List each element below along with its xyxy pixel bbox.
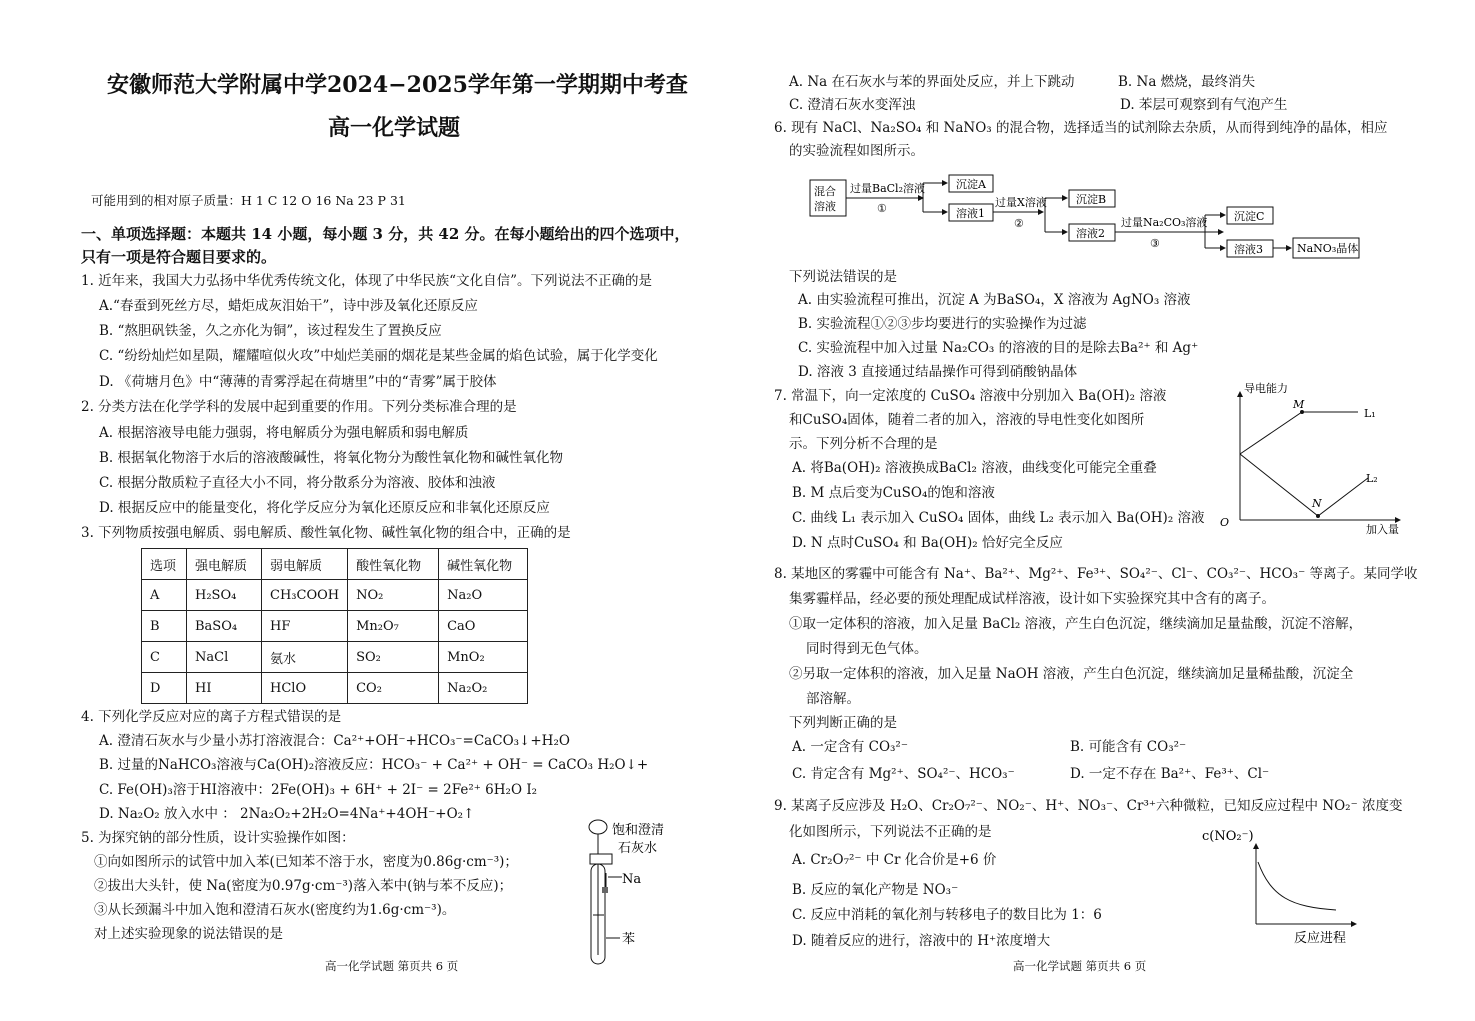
q5-question: 对上述实验现象的说法错误的是 [94,926,283,942]
table-cell: B [142,611,187,642]
q9-option-a: A. Cr₂O₇²⁻ 中 Cr 化合价是+6 价 [792,852,997,868]
table-header-row [142,549,528,580]
table-row [142,611,528,642]
q9-option-b: B. 反应的氧化产物是 NO₃⁻ [792,882,959,898]
table-cell: H₂SO₄ [187,580,262,611]
q1-option-a: A.“春蚕到死丝方尽，蜡炬成灰泪始干”，诗中涉及氧化还原反应 [99,298,478,314]
table-cell: HF [262,611,348,642]
arrow-1-label: 过量BaCl₂溶液 [850,182,925,195]
q8-stem: 8. 某地区的雾霾中可能含有 Na⁺、Ba²⁺、Mg²⁺、Fe³⁺、SO₄²⁻、Cl⁻、CO₃²⁻、HCO₃⁻ 等离子。某同学收 [774,566,1418,582]
q9-stem: 9. 某离子反应涉及 H₂O、Cr₂O₇²⁻、NO₂⁻、H⁺、NO₃⁻、Cr³⁺六种微粒，已知反应过程中 NO₂⁻ 浓度变 [774,798,1403,814]
q1-stem: 1. 近年来，我国大力弘扬中华优秀传统文化，体现了中华民族“文化自信”。下列说法不正确的是 [81,273,652,289]
q8-option-d: D. 一定不存在 Ba²⁺、Fe³⁺、Cl⁻ [1070,766,1270,782]
q5-option-d: D. 苯层可观察到有气泡产生 [1120,97,1288,113]
box-pA-label: 沉淀A [956,178,986,191]
q8-stem-2: 集雾霾样品，经必要的预处理配成试样溶液，设计如下实验探究其中含有的离子。 [789,591,1275,607]
q9-concentration-graph [1196,822,1366,950]
q5-step-1: ①向如图所示的试管中加入苯(已知苯不溶于水，密度为0.86g·cm⁻³)； [94,854,518,870]
q8-option-c: C. 肯定含有 Mg²⁺、SO₄²⁻、HCO₃⁻ [792,766,1015,782]
table-cell: HClO [262,673,348,704]
q8-step-2-cont: 部溶解。 [806,691,860,707]
q8-question: 下列判断正确的是 [789,715,897,731]
table-header: 弱电解质 [262,549,348,580]
atomic-mass-note: 可能用到的相对原子质量：H 1 C 12 O 16 Na 23 P 31 [91,193,406,208]
step-2-label: ② [1014,217,1024,230]
q8-step-1: ①取一定体积的溶液，加入足量 BaCl₂ 溶液，产生白色沉淀，继续滴加足量盐酸，沉淀不溶解， [789,616,1363,632]
q1-option-c: C. “纷纷灿烂如星陨，耀耀喧似火攻”中灿烂美丽的烟花是某些金属的焰色试验，属于化学变化 [99,348,658,364]
exam-subtitle: 高一化学试题 [328,115,461,141]
table-cell: Na₂O [439,580,528,611]
q9-option-c: C. 反应中消耗的氧化剂与转移电子的数目比为 1：6 [792,907,1102,923]
q6-flow-diagram [805,170,1365,262]
origin-label: O [1220,516,1230,529]
q1-option-d: D. 《荷塘月色》中“薄薄的青雾浮起在荷塘里”中的“青雾”属于胶体 [99,374,497,390]
box-sol1-label: 溶液1 [956,207,985,220]
table-row [142,580,528,611]
q9-option-d: D. 随着反应的进行，溶液中的 H⁺浓度增大 [792,933,1051,949]
table-cell: Na₂O₂ [439,673,528,704]
box-pC-label: 沉淀C [1234,210,1265,223]
box-sol2-label: 溶液2 [1076,227,1105,240]
table-cell: NaCl [187,642,262,673]
x-axis-label: 反应进程 [1294,931,1347,946]
table-cell: CH₃COOH [262,580,348,611]
table-cell: NO₂ [348,580,439,611]
q8-option-a: A. 一定含有 CO₃²⁻ [792,739,908,755]
tube-label-2: 石灰水 [618,841,658,856]
table-header: 强电解质 [187,549,262,580]
q2-option-a: A. 根据溶液导电能力强弱，将电解质分为强电解质和弱电解质 [99,425,469,441]
q4-option-d: D. Na₂O₂ 放入水中 ： 2Na₂O₂+2H₂O=4Na⁺+4OH⁻+O₂↑ [99,806,475,822]
sodium-piece [602,887,608,893]
q6-stem: 6. 现有 NaCl、Na₂SO₄ 和 NaNO₃ 的混合物，选择适当的试剂除去杂质，从而得到纯净的晶体，相应 [774,120,1388,136]
q6-option-c: C. 实验流程中加入过量 Na₂CO₃ 的溶液的目的是除去Ba²⁺ 和 Ag⁺ [798,340,1199,356]
footer-right: 高一化学试题 第页共 6 页 [1013,959,1147,973]
q5-stem: 5. 为探究钠的部分性质，设计实验操作如图： [81,830,355,846]
q9-stem-2: 化如图所示，下列说法不正确的是 [789,824,992,840]
q7-option-b: B. M 点后变为CuSO₄的饱和溶液 [792,485,995,501]
table-cell: HI [187,673,262,704]
decay-curve [1258,862,1336,910]
q2-option-d: D. 根据反应中的能量变化，将化学反应分为氧化还原反应和非氧化还原反应 [99,500,550,516]
table-header: 碱性氧化物 [439,549,528,580]
stopper [590,854,612,864]
table-row [142,673,528,704]
curve-l2-label: L₂ [1366,472,1378,485]
table-cell: A [142,580,187,611]
table-header: 酸性氧化物 [348,549,439,580]
funnel-bulb [589,820,607,834]
q7-stem-3: 示。下列分析不合理的是 [789,436,938,452]
q6-question: 下列说法错误的是 [789,269,897,285]
box-mix-label: 混合 [814,185,836,198]
table-cell: BaSO₄ [187,611,262,642]
table-cell: CO₂ [348,673,439,704]
q7-conductivity-graph [1198,380,1410,538]
tube-label-1: 饱和澄清 [612,823,665,838]
arrow-3-label: 过量Na₂CO₃溶液 [1121,216,1208,229]
q5-option-b: B. Na 燃烧，最终消失 [1118,74,1256,90]
q5-step-3: ③从长颈漏斗中加入饱和澄清石灰水(密度约为1.6g·cm⁻³)。 [94,902,456,918]
q5-option-c: C. 澄清石灰水变浑浊 [789,97,916,113]
q1-option-b: B. “熬胆矾铁釜，久之亦化为铜”，该过程发生了置换反应 [99,323,442,339]
footer-left: 高一化学试题 第页共 6 页 [325,959,459,973]
q7-option-d: D. N 点时CuSO₄ 和 Ba(OH)₂ 恰好完全反应 [792,535,1063,551]
curve-l1 [1240,412,1358,454]
x-axis-label: 加入量 [1366,523,1399,536]
table-header: 选项 [142,549,187,580]
point-n-label: N [1312,497,1322,510]
table-cell: MnO₂ [439,642,528,673]
table-cell: 氨水 [262,642,348,673]
q7-stem: 7. 常温下，向一定浓度的 CuSO₄ 溶液中分别加入 Ba(OH)₂ 溶液 [774,388,1167,404]
q2-option-b: B. 根据氧化物溶于水后的溶液酸碱性，将氧化物分为酸性氧化物和碱性氧化物 [99,450,564,466]
q4-option-b: B. 过量的NaHCO₃溶液与Ca(OH)₂溶液反应：HCO₃⁻ + Ca²⁺ + OH⁻ = CaCO₃ H₂O↓+ [99,757,649,773]
q5-option-a: A. Na 在石灰水与苯的界面处反应，并上下跳动 [789,74,1075,90]
exam-title: 安徽师范大学附属中学2024−2025学年第一学期期中考查 [107,72,688,98]
q2-option-c: C. 根据分散质粒子直径大小不同，将分散系分为溶液、胶体和浊液 [99,475,496,491]
q3-stem: 3. 下列物质按强电解质、弱电解质、酸性氧化物、碱性氧化物的组合中，正确的是 [81,525,571,541]
tube-label-na: Na [622,872,642,887]
q7-option-c: C. 曲线 L₁ 表示加入 CuSO₄ 固体，曲线 L₂ 表示加入 Ba(OH)₂ 溶液 [792,510,1205,526]
q6-option-d: D. 溶液 3 直接通过结晶操作可得到硝酸钠晶体 [798,364,1078,380]
y-axis-label: c(NO₂⁻) [1202,829,1254,844]
table-cell: D [142,673,187,704]
table-row [142,642,528,673]
step-1-label: ① [877,202,887,215]
q6-stem-2: 的实验流程如图所示。 [789,143,924,159]
q2-stem: 2. 分类方法在化学学科的发展中起到重要的作用。下列分类标准合理的是 [81,399,517,415]
q7-stem-2: 和CuSO₄固体，随着二者的加入，溶液的导电性变化如图所 [789,412,1145,428]
table-cell: C [142,642,187,673]
point-n [1316,514,1320,518]
section-heading-2: 只有一项是符合题目要求的。 [81,248,277,266]
y-axis-label: 导电能力 [1244,382,1288,395]
curve-l2 [1240,454,1368,516]
test-tube-figure [580,815,690,973]
table-cell: SO₂ [348,642,439,673]
point-m-label: M [1293,398,1305,411]
q7-option-a: A. 将Ba(OH)₂ 溶液换成BaCl₂ 溶液，曲线变化可能完全重叠 [792,460,1157,476]
curve-l1-label: L₁ [1364,407,1376,420]
box-mix-label-2: 溶液 [814,200,836,213]
table-cell: Mn₂O₇ [348,611,439,642]
tube-label-benzene: 苯 [622,932,636,947]
table-cell: CaO [439,611,528,642]
q6-option-a: A. 由实验流程可推出，沉淀 A 为BaSO₄，X 溶液为 AgNO₃ 溶液 [798,292,1191,308]
q5-step-2: ②拔出大头针，使 Na(密度为0.97g·cm⁻³)落入苯中(钠与苯不反应)； [94,878,513,894]
box-pB-label: 沉淀B [1076,193,1107,206]
q8-step-2: ②另取一定体积的溶液，加入足量 NaOH 溶液，产生白色沉淀，继续滴加足量稀盐酸，沉淀全 [789,666,1354,682]
q4-option-a: A. 澄清石灰水与少量小苏打溶液混合：Ca²⁺+OH⁻+HCO₃⁻=CaCO₃↓+H₂O [99,733,570,749]
q3-table [141,548,528,704]
q8-step-1-cont: 同时得到无色气体。 [806,641,928,657]
q4-option-c: C. Fe(OH)₃溶于HI溶液中：2Fe(OH)₃ + 6H⁺ + 2I⁻ = 2Fe²⁺ 6H₂O I₂ [99,782,538,798]
box-sol3-label: 溶液3 [1234,243,1263,256]
box-crystal-label: NaNO₃晶体 [1297,242,1359,255]
q4-stem: 4. 下列化学反应对应的离子方程式错误的是 [81,709,342,725]
step-3-label: ③ [1150,237,1160,250]
q6-option-b: B. 实验流程①②③步均要进行的实验操作为过滤 [798,316,1087,332]
section-heading: 一、单项选择题：本题共 14 小题，每小题 3 分，共 42 分。在每小题给出的四个选项中， [81,225,690,243]
arrow-2-label: 过量X溶液 [995,196,1047,209]
q8-option-b: B. 可能含有 CO₃²⁻ [1070,739,1187,755]
